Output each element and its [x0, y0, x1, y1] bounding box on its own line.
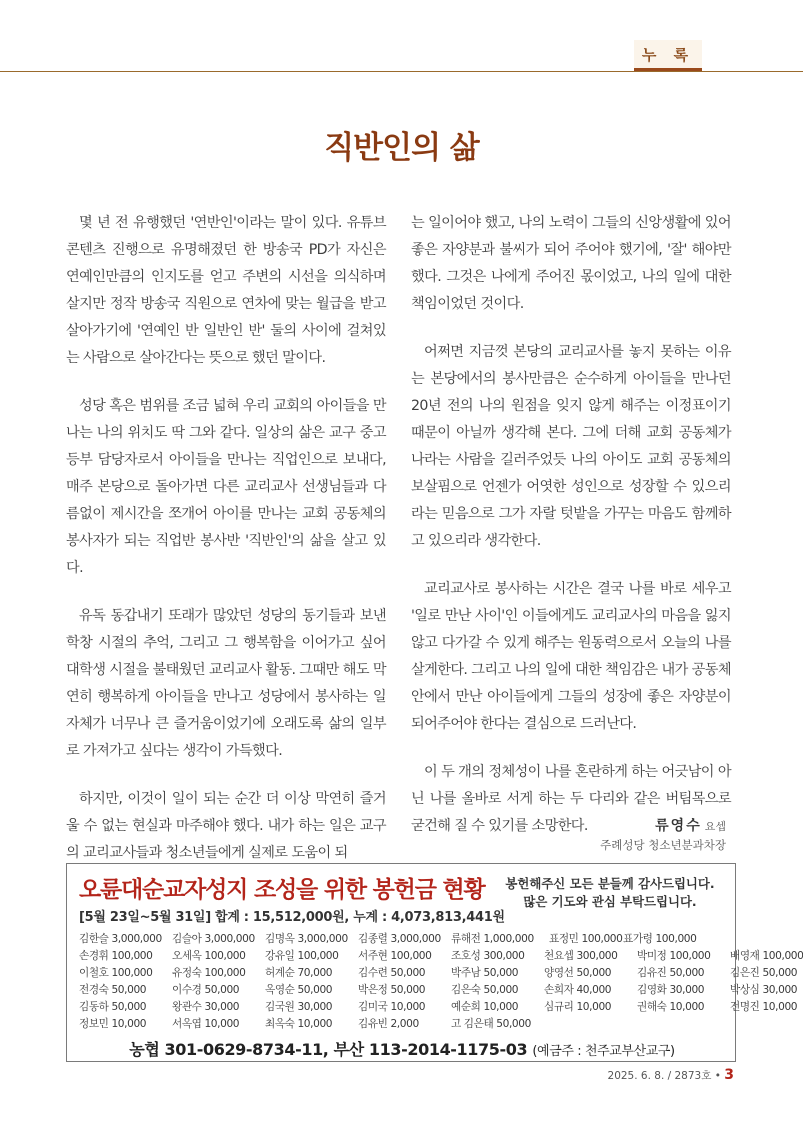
donor-list	[79, 931, 803, 1033]
article-paragraph: 어쩌면 지금껏 본당의 교리교사를 놓지 못하는 이유는 본당에서의 봉사만큼은 순수하게 아이들을 만나던 20년 전의 나의 원점을 잊지 않게 해주는 이정표이기 때문이 아닐까 생각해 본다. 그에 더해 교회 공동체가 나라는 사람을 길러주었듯 나의 아이도 교회 공동체의 보살핌으로 언젠가 어엿한 성인으로 성장할 수 있으리라는 믿음으로 그가 자랄 텃밭을 가꾸는 마음도 함께하고 있으리라 생각한다.	[411, 344, 731, 549]
author-name: 류영수	[655, 818, 702, 834]
header-rule	[0, 71, 803, 72]
donor-entry: 오세옥 100,000	[172, 950, 246, 962]
page-footer	[560, 1067, 734, 1083]
donor-entry: 왕관수 30,000	[172, 1001, 240, 1013]
donor-entry: 김유빈 2,000	[358, 1018, 419, 1030]
page-number: 3	[724, 1067, 734, 1083]
donor-entry: 양영선 50,000	[544, 967, 612, 979]
donor-entry: 옥영순 50,000	[265, 984, 333, 996]
thanks-line: 많은 기도와 관심 부탁드립니다.	[523, 894, 697, 909]
donor-entry: 예순희 10,000	[451, 1001, 519, 1013]
donor-entry: 전경숙 50,000	[79, 984, 147, 996]
donor-entry: 김동하 50,000	[79, 1001, 147, 1013]
donation-title: 오륜대순교자성지 조성을 위한 봉헌금 현황	[79, 877, 485, 903]
article-paragraph: 하지만, 이것이 일이 되는 순간 더 이상 막연히 즐거울 수 없는 현실과 마주해야 했다. 내가 하는 일은 교구의 교리교사들과 청소년들에게 실제로 도움이 되	[66, 791, 386, 861]
donor-entry: 박미정 100,000	[637, 950, 711, 962]
donor-entry: 유정숙 100,000	[172, 967, 246, 979]
donor-row	[79, 965, 798, 982]
article-paragraph: 유독 동갑내기 또래가 많았던 성당의 동기들과 보낸 학창 시절의 추억, 그리고 그 행복함을 이어가고 싶어 대학생 시절을 불태웠던 교리교사 활동. 그때만 해도 막연히 행복하게 아이들을 만나고 성당에서 봉사하는 일 자체가 너무나 큰 즐거움이었기에 오래도록 삶의 일부로 가져가고 싶다는 생각이 가득했다.	[66, 608, 386, 759]
article-paragraph: 이 두 개의 정체성이 나를 혼란하게 하는 어긋남이 아닌 나를 올바로 서게 하는 두 다리와 같은 버팀목으로 굳건해 질 수 있기를 소망한다.	[411, 764, 731, 834]
donor-entry: 전명진 10,000	[730, 1001, 798, 1013]
donor-entry: 김은진 50,000	[730, 967, 798, 979]
donor-entry: 김수련 50,000	[358, 967, 426, 979]
donation-box	[66, 863, 803, 1062]
article-column-left	[66, 210, 386, 888]
article-column-right	[411, 210, 731, 861]
donor-entry: 배영재 100,000	[730, 950, 803, 962]
donor-entry: 손경휘 100,000	[79, 950, 153, 962]
donor-entry: 천요셉 300,000	[544, 950, 618, 962]
donor-entry: 서옥엽 10,000	[172, 1018, 240, 1030]
article-paragraph: 는 일이어야 했고, 나의 노력이 그들의 신앙생활에 있어 좋은 자양분과 불씨가 되어 주어야 했기에, '잘' 해야만 했다. 그것은 나에게 주어진 몫이었고, 나의 일에 대한 책임이었던 것이다.	[411, 215, 731, 312]
bank-account	[67, 1037, 737, 1060]
account-holder: (예금주 : 천주교부산교구)	[532, 1044, 675, 1059]
donor-entry: 박주남 50,000	[451, 967, 519, 979]
donor-entry: 김국원 30,000	[265, 1001, 333, 1013]
donor-row	[79, 999, 798, 1016]
donor-entry: 표가령 100,000	[623, 933, 697, 945]
donor-entry: 박은정 50,000	[358, 984, 426, 996]
author-affiliation: 주례성당 청소년분과차장	[600, 838, 726, 852]
donor-entry: 류해전 1,000,000	[451, 933, 534, 945]
donor-row	[79, 1016, 729, 1033]
donor-row	[79, 982, 798, 999]
donor-row	[79, 931, 729, 948]
donation-thanks	[497, 875, 723, 911]
author-byline	[600, 815, 726, 835]
donor-entry: 정보민 10,000	[79, 1018, 147, 1030]
donor-entry: 고 김은태 50,000	[451, 1018, 531, 1030]
donor-entry: 강유일 100,000	[265, 950, 339, 962]
donor-entry: 김명옥 3,000,000	[265, 933, 348, 945]
article-paragraph: 성당 혹은 범위를 조금 넓혀 우리 교회의 아이들을 만나는 나의 위치도 딱 그와 같다. 일상의 삶은 교구 중고등부 담당자로서 아이들을 만나는 직업인으로 보내다, 매주 본당으로 돌아가면 다른 교리교사 선생님들과 다름없이 제시간을 쪼개어 아이를 만나는 교회 공동체의 봉사자가 되는 직업반 봉사반 '직반인'의 삶을 살고 있다.	[66, 398, 386, 576]
donor-entry: 김유진 50,000	[637, 967, 705, 979]
donor-entry: 최옥숙 10,000	[265, 1018, 333, 1030]
section-tab: 누 록	[634, 40, 702, 71]
donor-entry: 손희자 40,000	[544, 984, 612, 996]
article-title: 직반인의 삶	[324, 130, 479, 166]
donor-entry: 김종렬 3,000,000	[358, 933, 441, 945]
donor-entry: 김영화 30,000	[637, 984, 705, 996]
donor-entry: 심규리 10,000	[544, 1001, 612, 1013]
donor-entry: 조호성 300,000	[451, 950, 525, 962]
issue-info: 2025. 6. 8. / 2873호 •	[607, 1070, 721, 1082]
author-role: 요셉	[704, 820, 726, 833]
donation-summary: [5월 23일~5월 31일] 합계 : 15,512,000원, 누계 : 4,073,813,441원	[79, 910, 505, 925]
donor-row	[79, 948, 803, 965]
account-numbers: 농협 301-0629-8734-11, 부산 113-2014-1175-03	[129, 1040, 528, 1059]
donor-entry: 박상심 30,000	[730, 984, 798, 996]
donor-entry: 이철호 100,000	[79, 967, 153, 979]
donor-entry: 이수경 50,000	[172, 984, 240, 996]
donor-entry: 권해숙 10,000	[637, 1001, 705, 1013]
donor-entry: 김은숙 50,000	[451, 984, 519, 996]
donor-entry: 서주현 100,000	[358, 950, 432, 962]
donor-entry: 허계순 70,000	[265, 967, 333, 979]
thanks-line: 봉헌해주신 모든 분들께 감사드립니다.	[505, 876, 715, 891]
donor-entry: 표정민 100,000	[549, 933, 623, 945]
donor-entry: 김미국 10,000	[358, 1001, 426, 1013]
donor-entry: 김슬아 3,000,000	[172, 933, 255, 945]
article-paragraph: 몇 년 전 유행했던 '연반인'이라는 말이 있다. 유튜브 콘텐츠 진행으로 유명해졌던 한 방송국 PD가 자신은 연예인만큼의 인지도를 얻고 주변의 시선을 의식하며 살지만 정작 방송국 직원으로 연차에 맞는 월급을 받고 살아가기에 '연예인 반 일반인 반' 둘의 사이에 걸쳐있는 사람으로 살아간다는 뜻으로 했던 말이다.	[66, 215, 386, 366]
donor-entry: 김한슬 3,000,000	[79, 933, 162, 945]
article-paragraph: 교리교사로 봉사하는 시간은 결국 나를 바로 세우고 '일로 만난 사이'인 이들에게도 교리교사의 마음을 잃지 않고 다가갈 수 있게 해주는 원동력으로서 오늘의 나를 살게한다. 그리고 나의 일에 대한 책임감은 내가 공동체 안에서 만난 아이들에게 그들의 성장에 좋은 자양분이 되어주어야 한다는 결심으로 드러난다.	[411, 581, 731, 732]
